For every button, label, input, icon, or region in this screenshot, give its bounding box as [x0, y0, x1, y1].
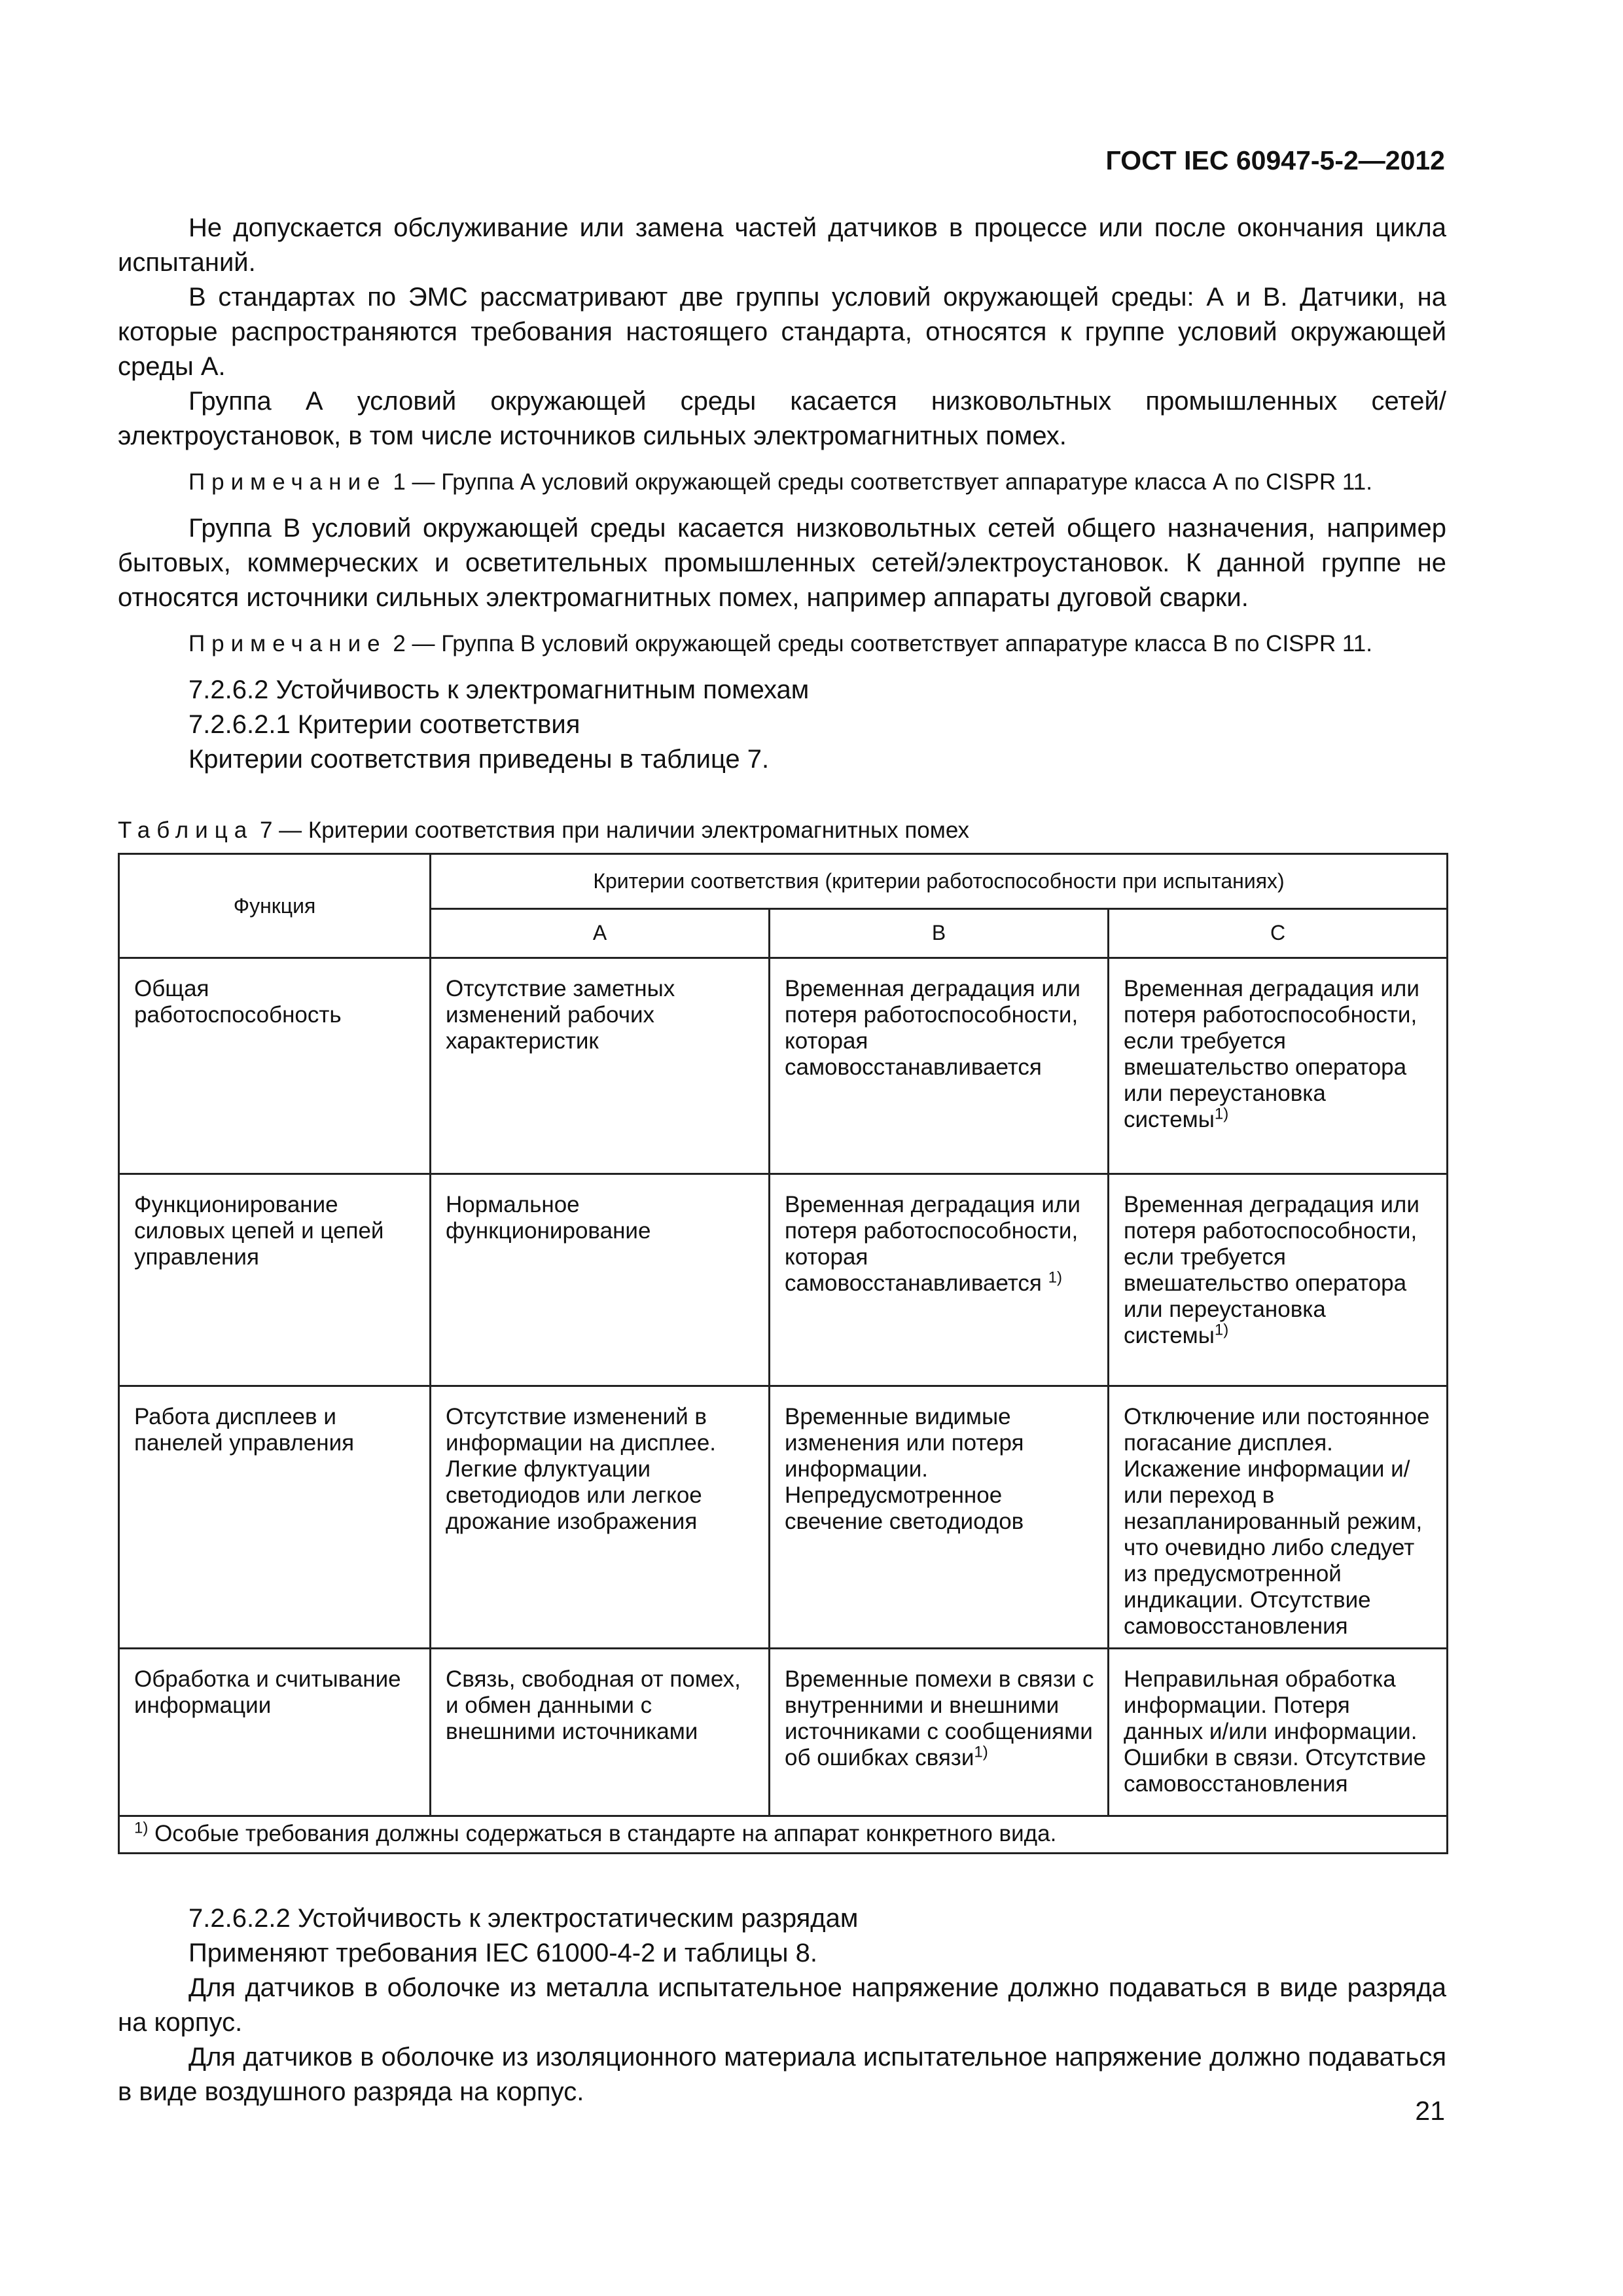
footnote-ref: 1): [1048, 1268, 1062, 1287]
table-footnote: [119, 1816, 1448, 1854]
header-col-b: B: [770, 908, 1109, 958]
section-heading-7-2-6-2-2: 7.2.6.2.2 Устойчивость к электростатическим разрядам: [188, 1904, 859, 1933]
cell-criterion-b: Временная деградация или потеря работоспособности, которая самовосстанавливается: [770, 958, 1109, 1174]
header-function: Функция: [119, 854, 431, 958]
paragraph-insulating-enclosure: Для датчиков в оболочке из изоляционного материала испытательное напряжение должно подаваться в виде воздушного разряда на корпус.: [118, 2043, 1446, 2106]
paragraph-maintenance: Не допускается обслуживание или замена частей датчиков в процессе или после окончания цикла испытаний.: [118, 213, 1446, 277]
table-caption-label: Таблица: [118, 817, 254, 843]
cell-text: Временная деградация или потеря работоспособности, если требуется вмешательство оператора или переустановка системы: [1124, 1192, 1419, 1348]
table-caption: [118, 815, 1446, 846]
table-row: [119, 958, 1448, 1174]
table-footnote-row: [119, 1816, 1448, 1854]
page-content: [118, 211, 1446, 2109]
note-1: [118, 467, 1446, 498]
cell-criterion-c: Отключение или постоянное погасание дисплея. Искажение информации и/или переход в незапланированный режим, что очевидно либо следует из предусмотренной индикации. Отсутствие самовосстановления: [1109, 1386, 1448, 1649]
after-table: [118, 1901, 1446, 2109]
paragraph-metal-enclosure: Для датчиков в оболочке из металла испытательное напряжение должно подаваться в виде разряда на корпус.: [118, 1973, 1446, 2037]
footnote-ref: 1): [1214, 1321, 1229, 1339]
note-1-label: Примечание: [188, 469, 387, 495]
table-row: [119, 1386, 1448, 1649]
document-number: ГОСТ IEC 60947-5-2—2012: [1105, 145, 1445, 175]
note-2-label: Примечание: [188, 631, 387, 656]
cell-function: Обработка и считывание информации: [119, 1649, 431, 1816]
note-2-text: 2 — Группа В условий окружающей среды соответствует аппаратуре класса В по CISPR 11.: [393, 631, 1372, 656]
cell-function: Работа дисплеев и панелей управления: [119, 1386, 431, 1649]
cell-criterion-c: [1109, 1174, 1448, 1386]
page-number: 21: [1415, 2096, 1445, 2126]
table-header-row: [119, 854, 1448, 909]
cell-criterion-b: [770, 1649, 1109, 1816]
section-heading-7-2-6-2: 7.2.6.2 Устойчивость к электромагнитным помехам: [188, 675, 810, 704]
cell-function: Функционирование силовых цепей и цепей управления: [119, 1174, 431, 1386]
header-col-c: C: [1109, 908, 1448, 958]
footnote-ref: 1): [1214, 1105, 1229, 1123]
note-2: [118, 628, 1446, 660]
paragraph-group-a: Группа А условий окружающей среды касается низковольтных промышленных сетей/электроустановок, в том числе источников сильных электромагнитных помех.: [118, 387, 1446, 450]
paragraph-emc-groups: В стандартах по ЭМС рассматривают две группы условий окружающей среды: А и В. Датчики, на которые распространяются требования настоящего стандарта, относятся к группе условий окружающей среды А.: [118, 283, 1446, 381]
header-criteria-group: Критерии соответствия (критерии работоспособности при испытаниях): [431, 854, 1448, 909]
table-caption-text: 7 — Критерии соответствия при наличии электромагнитных помех: [259, 817, 970, 843]
cell-criterion-a: Связь, свободная от помех, и обмен данными с внешними источниками: [431, 1649, 770, 1816]
note-1-text: 1 — Группа А условий окружающей среды соответствует аппаратуре класса А по CISPR 11.: [393, 469, 1372, 495]
cell-text: Временная деградация или потеря работоспособности, которая самовосстанавливается: [785, 1192, 1080, 1296]
cell-criterion-a: Нормальное функционирование: [431, 1174, 770, 1386]
table-row: [119, 1649, 1448, 1816]
cell-criterion-b: Временные видимые изменения или потеря информации. Непредусмотренное свечение светодиодов: [770, 1386, 1109, 1649]
cell-criterion-b: [770, 1174, 1109, 1386]
footnote-mark: 1): [134, 1819, 149, 1837]
footnote-text: Особые требования должны содержаться в стандарте на аппарат конкретного вида.: [154, 1821, 1057, 1846]
cell-text: Временные помехи в связи с внутренними и внешними источниками с сообщениями об ошибках связи: [785, 1666, 1094, 1770]
criteria-table: [118, 853, 1448, 1854]
cell-text: Временная деградация или потеря работоспособности, если требуется вмешательство оператора или переустановка системы: [1124, 976, 1419, 1132]
paragraph-table-ref: Критерии соответствия приведены в таблице 7.: [188, 745, 770, 774]
cell-criterion-a: Отсутствие заметных изменений рабочих характеристик: [431, 958, 770, 1174]
cell-function: Общая работоспособность: [119, 958, 431, 1174]
cell-criterion-c: Неправильная обработка информации. Потеря данных и/или информации. Ошибки в связи. Отсутствие самовосстановления: [1109, 1649, 1448, 1816]
paragraph-group-b: Группа В условий окружающей среды касается низковольтных сетей общего назначения, например бытовых, коммерческих и осветительных промышленных сетей/электроустановок. К данной группе не относятся источники сильных электромагнитных помех, например аппараты дуговой сварки.: [118, 514, 1446, 612]
table-row: [119, 1174, 1448, 1386]
cell-criterion-a: Отсутствие изменений в информации на дисплее. Легкие флуктуации светодиодов или легкое дрожание изображения: [431, 1386, 770, 1649]
header-col-a: A: [431, 908, 770, 958]
footnote-ref: 1): [974, 1743, 988, 1761]
cell-criterion-c: [1109, 958, 1448, 1174]
section-heading-7-2-6-2-1: 7.2.6.2.1 Критерии соответствия: [188, 710, 580, 739]
paragraph-iec-requirements: Применяют требования IEC 61000-4-2 и таблицы 8.: [188, 1939, 817, 1967]
